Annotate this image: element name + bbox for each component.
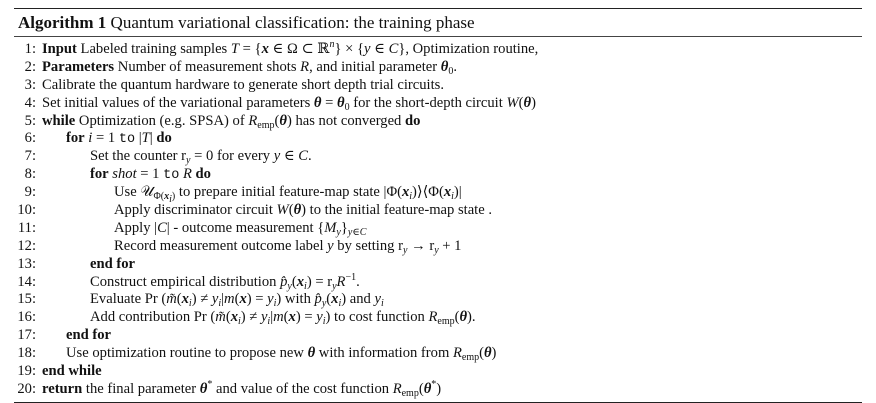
line-content: Set the counter $r_y = 0$ for every y ∈ C.: [90, 148, 312, 167]
keyword: return: [42, 380, 83, 397]
line-number: 20:: [17, 380, 36, 397]
line-content: Input Labeled training samples T = {x ∈ Ω ⊂ ℝ$^n$} × {y ∈ C}, Optimization routine,: [42, 39, 539, 57]
algorithm-line: [14, 113, 862, 131]
algorithm-title-bar: [14, 9, 862, 37]
line-content: Add contribution Pr $(m̃(x_i) \ne y_i|m(x) = y_i)$ to cost function $R_{emp}(\theta)$.: [90, 309, 476, 328]
keyword-after: do: [195, 166, 211, 183]
line-content: Calibrate the quantum hardware to generate short depth trial circuits.: [42, 76, 444, 93]
algorithm-line: [14, 327, 862, 345]
keyword-after: do: [156, 130, 172, 147]
algorithm-line: [14, 345, 862, 363]
line-number: 11:: [17, 219, 36, 236]
algorithm-line: [14, 238, 862, 256]
algorithm-label: Algorithm 1: [18, 13, 107, 32]
algorithm-line: [14, 202, 862, 220]
line-number: 1:: [24, 41, 36, 57]
keyword: for: [66, 130, 85, 147]
line-number: 4:: [24, 94, 36, 111]
line-content: for i = 1 to |T| do: [66, 130, 172, 148]
line-content: Use optimization routine to propose new θ with information from $R_{emp}(\theta)$: [66, 345, 497, 364]
line-number: 14:: [17, 273, 36, 290]
algorithm-line: [14, 184, 862, 206]
line-content: Record measurement outcome label y by setting $r_y \to r_y + 1$: [114, 237, 462, 256]
algorithm-line: [14, 130, 862, 148]
algorithm-line: [14, 378, 862, 399]
line-content: Parameters Number of measurement shots R, and initial parameter $\theta_0$.: [42, 58, 458, 77]
line-number: 5:: [24, 112, 36, 129]
line-content: return the final parameter θ* and value of the cost function $R_{emp}(\theta^*)$: [42, 378, 442, 399]
algorithm-line: [14, 95, 862, 113]
algorithm-line: [14, 41, 862, 59]
algorithm-line: [14, 166, 862, 184]
line-number: 15:: [17, 291, 36, 308]
line-content: [42, 327, 111, 345]
line-content: Set initial values of the variational parameters $\theta = \theta_0$ for the short-depth circuit W(θ): [42, 94, 536, 113]
line-number: 9:: [24, 184, 36, 201]
line-content: Use 𝒰$_{\Phi(x_i)}$ to prepare initial feature-map state $|\Phi(x_i)⟩⟨\Phi(x_i)|$: [114, 184, 462, 206]
keyword: end while: [42, 363, 102, 380]
line-number: 2:: [24, 58, 36, 75]
line-content: Construct empirical distribution $p̂_y(x_i) = r_yR^{-1}$.: [90, 271, 360, 292]
line-number: 3:: [24, 76, 36, 93]
keyword-after: do: [405, 112, 421, 129]
line-content: while Optimization (e.g. SPSA) of $R_{emp}(\theta)$ has not converged do: [42, 112, 421, 131]
algorithm-line: [14, 59, 862, 77]
keyword: Parameters: [42, 58, 115, 75]
line-content: Evaluate Pr $(m̃(x_i) \ne y_i|m(x) = y_i)$ with $p̂_y(x_i)$ and $y_i$: [90, 291, 384, 310]
algorithm-line: [14, 220, 862, 238]
algorithm-line: [14, 256, 862, 274]
keyword: Input: [42, 41, 77, 57]
line-number: 17:: [17, 327, 36, 344]
algorithm-box: [14, 8, 862, 403]
line-number: 12:: [17, 237, 36, 254]
line-number: 6:: [24, 130, 36, 147]
line-number: 13:: [17, 255, 36, 272]
line-content: Apply discriminator circuit W(θ) to the initial feature-map state .: [114, 202, 493, 219]
algorithm-line: [14, 148, 862, 166]
keyword: for: [90, 166, 109, 183]
line-number: 7:: [24, 148, 36, 165]
line-number: 19:: [17, 363, 36, 380]
line-content: for shot = 1 to R do: [90, 166, 211, 184]
line-content: [42, 363, 102, 381]
keyword: while: [42, 112, 76, 129]
line-number: 16:: [17, 309, 36, 326]
algorithm-title: Quantum variational classification: the training phase: [110, 13, 475, 32]
algorithm-line: [14, 291, 862, 309]
algorithm-line: [14, 77, 862, 95]
algorithm-lines: [14, 37, 862, 402]
line-number: 8:: [24, 166, 36, 183]
line-content: Apply |C| - outcome measurement $\{M_y\}_{y\in C}$: [114, 219, 367, 238]
line-content: [42, 256, 135, 274]
keyword: end for: [66, 327, 111, 344]
keyword: end for: [90, 255, 135, 272]
algorithm-line: [14, 363, 862, 381]
line-number: 10:: [17, 202, 36, 219]
algorithm-line: [14, 309, 862, 327]
line-number: 18:: [17, 345, 36, 362]
algorithm-line: [14, 271, 862, 292]
